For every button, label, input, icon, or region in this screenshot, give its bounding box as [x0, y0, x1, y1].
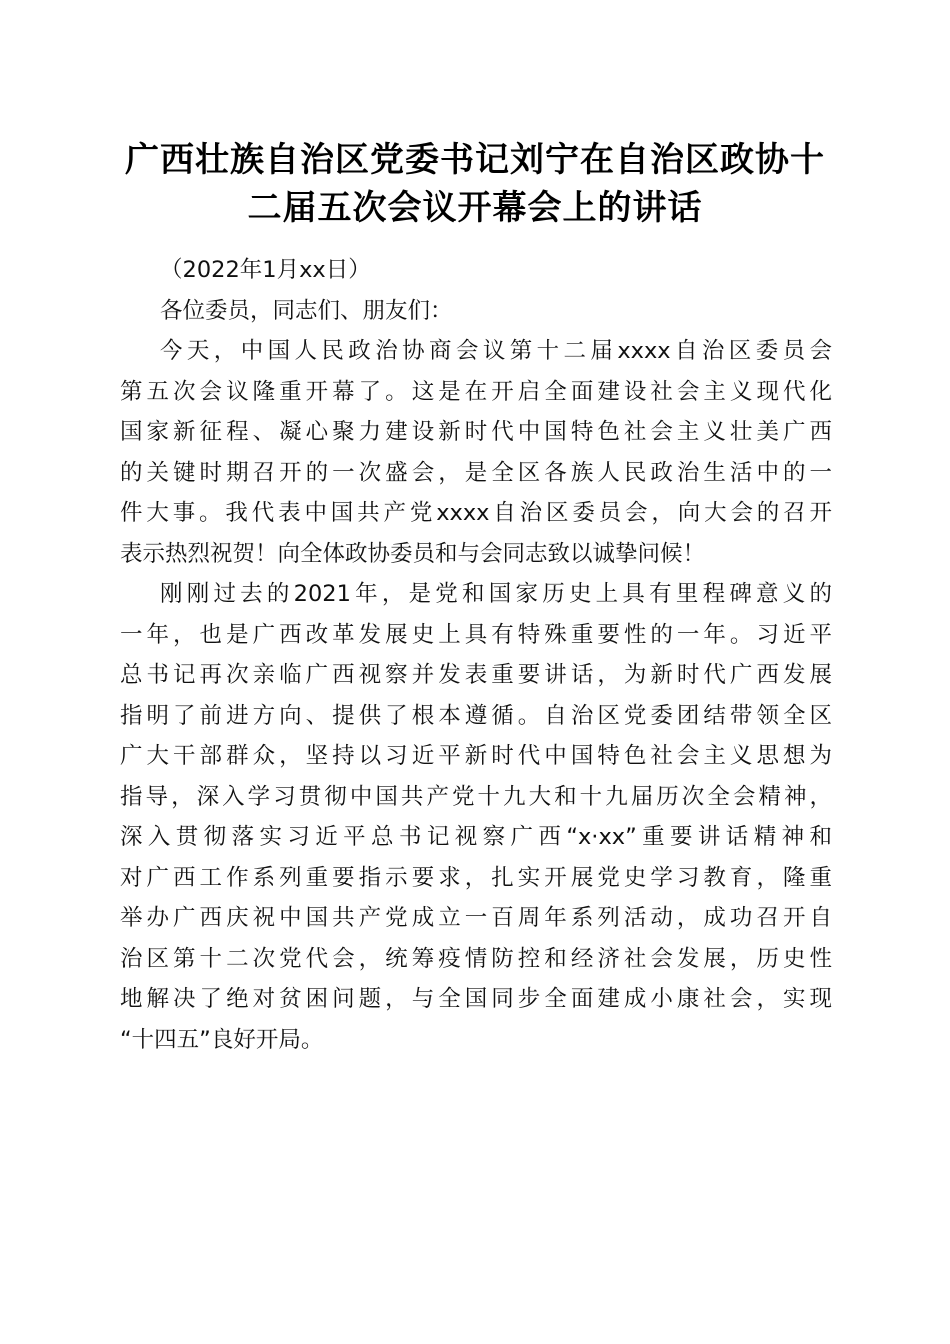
- paragraph-line: 表示热烈祝贺！向全体政协委员和与会同志致以诚挚问候！: [120, 540, 706, 567]
- document-title: [100, 136, 850, 232]
- paragraph-line: 指明了前进方向、提供了根本遵循。自治区党委团结带领全区: [120, 702, 832, 729]
- paragraph-2: [120, 574, 832, 1060]
- paragraph-line: 今天，中国人民政治协商会议第十二届xxxx自治区委员会: [160, 338, 832, 364]
- paragraph-line: 广大干部群众，坚持以习近平新时代中国特色社会主义思想为: [120, 743, 832, 769]
- paragraph-line: 件大事。我代表中国共产党xxxx自治区委员会，向大会的召开: [120, 500, 832, 526]
- paragraph-line: 总书记再次亲临广西视察并发表重要讲话，为新时代广西发展: [120, 662, 832, 688]
- paragraph-line: 深入贯彻落实习近平总书记视察广西“x·xx”重要讲话精神和: [120, 824, 832, 850]
- paragraph-line: 举办广西庆祝中国共产党成立一百周年系列活动，成功召开自: [120, 905, 832, 931]
- paragraph-line: 刚刚过去的2021年，是党和国家历史上具有里程碑意义的: [160, 581, 832, 607]
- paragraph-line: 国家新征程、凝心聚力建设新时代中国特色社会主义壮美广西: [120, 419, 832, 445]
- title-line-2: 二届五次会议开幕会上的讲话: [247, 188, 703, 228]
- paragraph-line: 指导，深入学习贯彻中国共产党十九大和十九届历次全会精神，: [120, 783, 832, 810]
- paragraph-1: [120, 331, 832, 574]
- paragraph-line: 治区第十二次党代会，统筹疫情防控和经济社会发展，历史性: [120, 945, 832, 972]
- title-line-1: 广西壮族自治区党委书记刘宁在自治区政协十: [125, 140, 825, 180]
- paragraph-line: 第五次会议隆重开幕了。这是在开启全面建设社会主义现代化: [120, 378, 832, 405]
- document-body: [120, 250, 832, 1060]
- salutation: 各位委员，同志们、朋友们：: [160, 297, 453, 324]
- date-line: （2022年1月xx日）: [160, 257, 371, 283]
- paragraph-line: 对广西工作系列重要指示要求，扎实开展党史学习教育，隆重: [120, 864, 832, 891]
- paragraph-line: “十四五”良好开局。: [120, 1026, 324, 1053]
- paragraph-line: 的关键时期召开的一次盛会，是全区各族人民政治生活中的一: [120, 459, 832, 486]
- paragraph-line: 一年，也是广西改革发展史上具有特殊重要性的一年。习近平: [120, 621, 832, 648]
- paragraph-line: 地解决了绝对贫困问题，与全国同步全面建成小康社会，实现: [120, 986, 832, 1012]
